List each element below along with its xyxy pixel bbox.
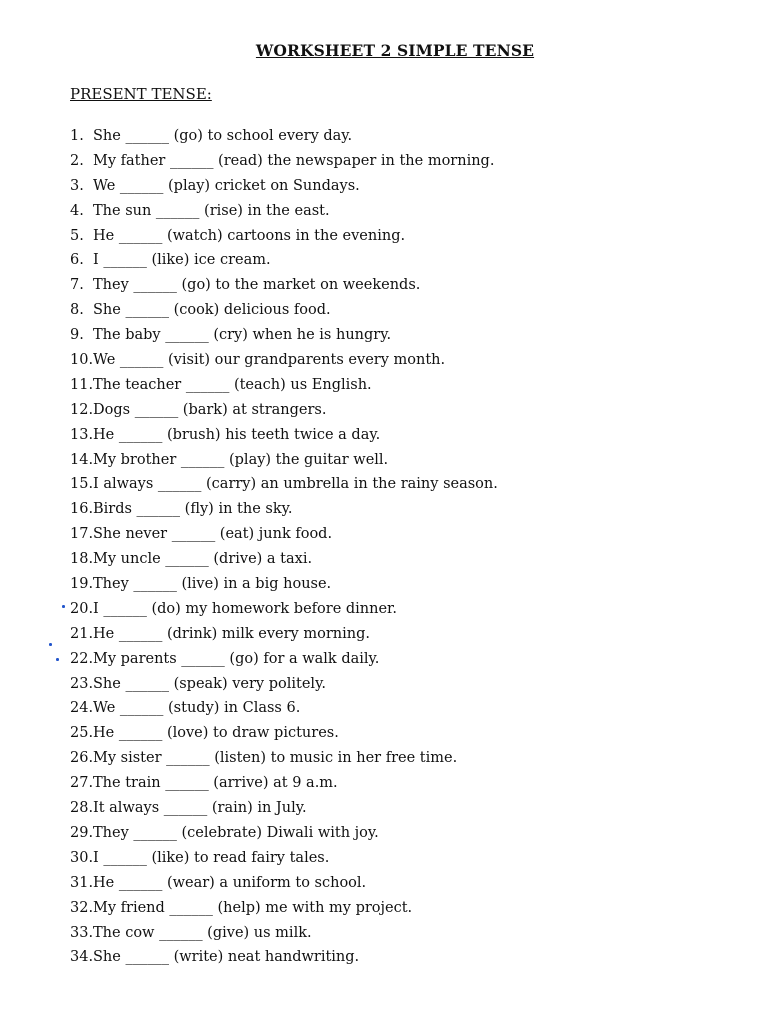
- question-item: [70, 522, 498, 547]
- question-item: [70, 497, 498, 522]
- question-item: [70, 224, 498, 249]
- worksheet-title: WORKSHEET 2 SIMPLE TENSE: [255, 41, 535, 60]
- question-number: 17.: [70, 526, 94, 543]
- question-item: [70, 597, 498, 622]
- question-number: 6.: [70, 252, 84, 269]
- question-number: 30.: [70, 849, 94, 866]
- question-number: 34.: [70, 949, 94, 966]
- question-item: [70, 174, 498, 199]
- question-item: [70, 348, 498, 373]
- question-number: 3.: [70, 177, 84, 194]
- question-item: [70, 896, 498, 921]
- question-text: The cow ______ (give) us milk.: [93, 924, 312, 941]
- question-text: I ______ (like) to read fairy tales.: [93, 849, 330, 866]
- question-item: [70, 298, 498, 323]
- question-number: 22.: [70, 650, 94, 667]
- question-item: [70, 547, 498, 572]
- question-item: [70, 696, 498, 721]
- question-item: [70, 796, 498, 821]
- question-text: He ______ (love) to draw pictures.: [93, 725, 339, 742]
- margin-dot: [56, 658, 59, 661]
- question-item: [70, 124, 498, 149]
- question-text: My sister ______ (listen) to music in her free time.: [93, 750, 458, 767]
- question-item: [70, 945, 498, 970]
- question-text: My brother ______ (play) the guitar well.: [93, 451, 389, 468]
- question-number: 8.: [70, 302, 84, 319]
- question-item: [70, 323, 498, 348]
- question-item: [70, 373, 498, 398]
- question-item: [70, 472, 498, 497]
- question-text: She ______ (cook) delicious food.: [93, 302, 331, 319]
- question-number: 5.: [70, 227, 84, 244]
- question-text: We ______ (visit) our grandparents every month.: [93, 352, 446, 369]
- question-number: 2.: [70, 152, 84, 169]
- question-text: My father ______ (read) the newspaper in the morning.: [93, 152, 495, 169]
- question-number: 16.: [70, 501, 94, 518]
- margin-dot: [49, 643, 52, 646]
- question-number: 31.: [70, 874, 94, 891]
- question-item: [70, 672, 498, 697]
- question-text: She never ______ (eat) junk food.: [93, 526, 333, 543]
- question-item: [70, 273, 498, 298]
- question-text: He ______ (watch) cartoons in the evening.: [93, 227, 406, 244]
- question-item: [70, 721, 498, 746]
- question-text: My parents ______ (go) for a walk daily.: [93, 650, 380, 667]
- question-text: The teacher ______ (teach) us English.: [93, 376, 372, 393]
- question-number: 11.: [70, 376, 94, 393]
- question-text: I always ______ (carry) an umbrella in the rainy season.: [93, 476, 498, 493]
- question-number: 14.: [70, 451, 94, 468]
- question-item: [70, 622, 498, 647]
- question-number: 25.: [70, 725, 94, 742]
- question-number: 29.: [70, 824, 94, 841]
- margin-dot: [62, 605, 65, 608]
- question-number: 20.: [70, 600, 94, 617]
- question-item: [70, 771, 498, 796]
- question-text: I ______ (do) my homework before dinner.: [93, 600, 398, 617]
- question-item: [70, 846, 498, 871]
- question-number: 19.: [70, 576, 94, 593]
- question-text: She ______ (speak) very politely.: [93, 675, 326, 692]
- question-text: The sun ______ (rise) in the east.: [93, 202, 330, 219]
- question-text: The baby ______ (cry) when he is hungry.: [93, 327, 392, 344]
- question-number: 4.: [70, 202, 84, 219]
- question-number: 15.: [70, 476, 94, 493]
- question-number: 23.: [70, 675, 94, 692]
- question-item: [70, 647, 498, 672]
- question-number: 33.: [70, 924, 94, 941]
- question-item: [70, 821, 498, 846]
- question-item: [70, 871, 498, 896]
- question-number: 18.: [70, 551, 94, 568]
- question-number: 27.: [70, 775, 94, 792]
- question-text: My friend ______ (help) me with my project.: [93, 899, 413, 916]
- question-text: My uncle ______ (drive) a taxi.: [93, 551, 313, 568]
- question-text: They ______ (live) in a big house.: [93, 576, 332, 593]
- question-text: Birds ______ (fly) in the sky.: [93, 501, 293, 518]
- question-text: The train ______ (arrive) at 9 a.m.: [93, 775, 338, 792]
- question-item: [70, 398, 498, 423]
- question-number: 24.: [70, 700, 94, 717]
- question-item: [70, 921, 498, 946]
- question-number: 7.: [70, 277, 84, 294]
- question-number: 28.: [70, 800, 94, 817]
- question-number: 10.: [70, 352, 94, 369]
- question-text: She ______ (write) neat handwriting.: [93, 949, 360, 966]
- question-text: We ______ (play) cricket on Sundays.: [93, 177, 360, 194]
- question-number: 26.: [70, 750, 94, 767]
- question-text: We ______ (study) in Class 6.: [93, 700, 301, 717]
- question-number: 13.: [70, 426, 94, 443]
- question-number: 9.: [70, 327, 84, 344]
- question-number: 21.: [70, 625, 94, 642]
- question-text: I ______ (like) ice cream.: [93, 252, 271, 269]
- question-item: [70, 572, 498, 597]
- question-list: [70, 124, 498, 970]
- question-item: [70, 149, 498, 174]
- question-item: [70, 248, 498, 273]
- question-item: [70, 448, 498, 473]
- section-heading: PRESENT TENSE:: [70, 85, 212, 103]
- question-text: They ______ (go) to the market on weekends.: [93, 277, 421, 294]
- question-item: [70, 199, 498, 224]
- question-text: Dogs ______ (bark) at strangers.: [93, 401, 327, 418]
- question-text: He ______ (drink) milk every morning.: [93, 625, 370, 642]
- question-item: [70, 746, 498, 771]
- question-number: 32.: [70, 899, 94, 916]
- question-text: They ______ (celebrate) Diwali with joy.: [93, 824, 379, 841]
- question-text: She ______ (go) to school every day.: [93, 128, 353, 144]
- question-number: 1.: [70, 128, 84, 144]
- question-text: It always ______ (rain) in July.: [93, 800, 307, 817]
- question-number: 12.: [70, 401, 94, 418]
- question-text: He ______ (wear) a uniform to school.: [93, 874, 367, 891]
- question-text: He ______ (brush) his teeth twice a day.: [93, 426, 381, 443]
- question-item: [70, 423, 498, 448]
